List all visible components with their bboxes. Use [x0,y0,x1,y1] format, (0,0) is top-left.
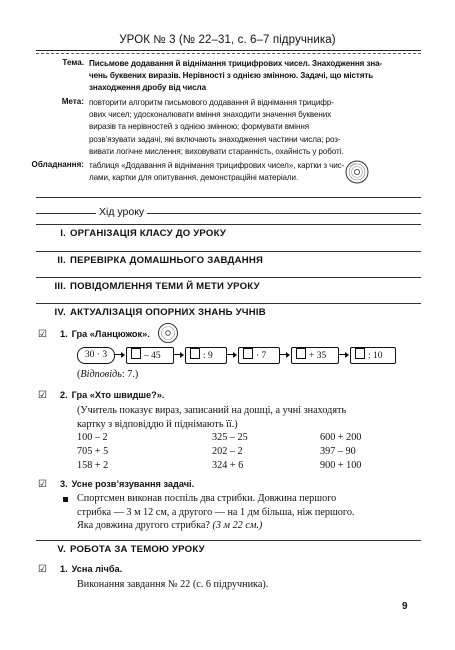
section-rule [36,303,421,304]
answer-paren: ( [77,369,81,380]
section-rule [36,277,421,278]
page-number: 9 [402,601,408,612]
obladnannia-line: таблиця «Додавання й віднімання трицифрових чисел», картки з чис- [89,161,345,170]
arrow-right-icon [338,354,348,355]
item-number: 3. [60,479,68,489]
chain-op: + 35 [309,351,327,361]
answer-value: : 7.) [121,369,139,380]
problem-line: стрибка — 3 м 12 см, а другого — на 1 дм більша, ніж першого. [77,506,355,518]
arrow-right-icon [114,354,124,355]
hid-bottom-rule [36,213,421,214]
expr-r3c1: 158 + 2 [77,460,109,471]
empty-square-icon [296,348,306,359]
cd-disc-icon [157,322,179,344]
lesson-progress-heading: Хід уроку [96,206,147,218]
section-rule [36,251,421,252]
oral-problem-item [38,479,194,490]
tema-text [89,58,419,95]
section-title [36,544,205,555]
chain-step [291,347,339,364]
meta-line: виразів та нерівностей з однією змінною; формувати вміння [89,122,310,132]
section-number: V. [57,544,66,555]
section-title [36,255,263,266]
expr-r1c2: 325 – 25 [212,432,248,443]
empty-square-icon [131,348,141,359]
v1-text: Виконання завдання № 22 (с. 6 підручника). [77,579,269,590]
item-title: Усна лічба. [71,564,123,574]
chain-op: · 7 [256,351,267,361]
instruction-line: (Учитель показує вираз, записаний на дошці, а учні знаходять [77,405,347,416]
item-number: 1. [60,564,68,574]
problem-answer: (3 м 22 см.) [212,520,263,531]
meta-line: ових чисел; удосконалювати вміння знаходити значення буквених [89,110,332,120]
game-who-faster-item [38,390,164,401]
answer-1 [77,368,138,382]
chain-step [126,347,174,364]
meta-line: вивати логічне мислення; виховувати старанність, охайність у роботі. [89,146,344,156]
chain-op: : 10 [368,351,383,361]
empty-square-icon [190,348,200,359]
section-title [36,281,260,292]
header-rule [36,50,421,51]
meta-line: повторити алгоритм письмового додавання й віднімання трицифр- [89,98,334,107]
chain-step [238,347,280,364]
problem-line-last [77,519,422,533]
section-title-text: АКТУАЛІЗАЦІЯ ОПОРНИХ ЗНАНЬ УЧНІВ [70,307,266,318]
cd-disc-icon [344,159,370,185]
tema-line: Письмове додавання й віднімання трицифрових чисел. Знаходження зна- [89,59,383,68]
section-number: III. [54,281,66,292]
item-title: Усне розв’язування задачі. [71,479,195,489]
lesson-title: УРОК № 3 (№ 22–31, с. 6–7 підручника) [119,34,336,46]
chain-start: 30 · 3 [77,347,115,364]
meta-line: розв’язувати задачі, які включають знаходження частини числа; роз- [89,134,341,144]
item-number: 1. [60,329,68,339]
expr-r2c1: 705 + 5 [77,446,109,457]
answer-label: Відповідь [80,369,122,380]
obladnannia-label: Обладнання: [31,160,84,169]
checkbox-icon: ☑ [38,564,47,575]
meta-label: Мета: [61,97,84,106]
tema-line: знаходження дробу від числа [89,83,206,93]
oral-counting-item [38,564,122,575]
bullet-square-icon [63,497,68,502]
expr-r2c3: 397 – 90 [320,446,356,457]
arrow-right-icon [279,354,289,355]
hid-top-rule [36,197,421,198]
chain-step [350,347,396,364]
section-rule [36,540,421,541]
section-rule [36,224,421,225]
expr-r3c3: 900 + 100 [320,460,362,471]
instruction-line: картку з відповіддю й піднімають її.) [77,418,238,430]
section-title [36,228,226,239]
section-title-text: ПЕРЕВІРКА ДОМАШНЬОГО ЗАВДАННЯ [70,255,264,266]
obladnannia-line: лами, картки для опитування, демонстраційні матеріали. [89,173,299,183]
problem-line: Спортсмен виконав поспіль два стрибки. Довжина першого [77,493,337,504]
checkbox-icon: ☑ [38,390,47,401]
section-title-text: РОБОТА ЗА ТЕМОЮ УРОКУ [70,544,205,555]
chain-op: : 9 [203,351,213,361]
expr-r1c1: 100 – 2 [77,432,108,443]
section-title [36,307,266,318]
tema-label: Тема. [62,58,84,67]
meta-text [89,97,419,158]
game2-instructions [77,404,422,431]
header-dashed-rule [36,53,421,54]
item-number: 2. [60,390,68,400]
checkbox-icon: ☑ [38,479,47,490]
chain-op: – 45 [144,351,161,361]
problem-question: Яка довжина другого стрибка? [77,520,210,531]
item-title: Гра «Хто швидше?». [71,390,165,400]
chain-step [185,347,227,364]
checkbox-icon: ☑ [38,329,47,340]
expr-r3c2: 324 + 6 [212,460,244,471]
item-title: Гра «Ланцюжок». [71,329,150,339]
section-number: II. [57,255,66,266]
section-title-text: ОРГАНІЗАЦІЯ КЛАСУ ДО УРОКУ [70,228,227,239]
tema-line: чень буквених виразів. Нерівності з однією змінною. Задачі, що містять [89,71,374,81]
empty-square-icon [355,348,365,359]
game-chain-item [38,329,150,340]
arrow-right-icon [226,354,236,355]
section-title-text: ПОВІДОМЛЕННЯ ТЕМИ Й МЕТИ УРОКУ [70,281,260,292]
expr-r2c2: 202 – 2 [212,446,243,457]
empty-square-icon [243,348,253,359]
section-number: IV. [54,307,66,318]
section-number: I. [60,228,66,239]
expr-r1c3: 600 + 200 [320,432,362,443]
arrow-right-icon [173,354,183,355]
problem-text [77,492,422,533]
